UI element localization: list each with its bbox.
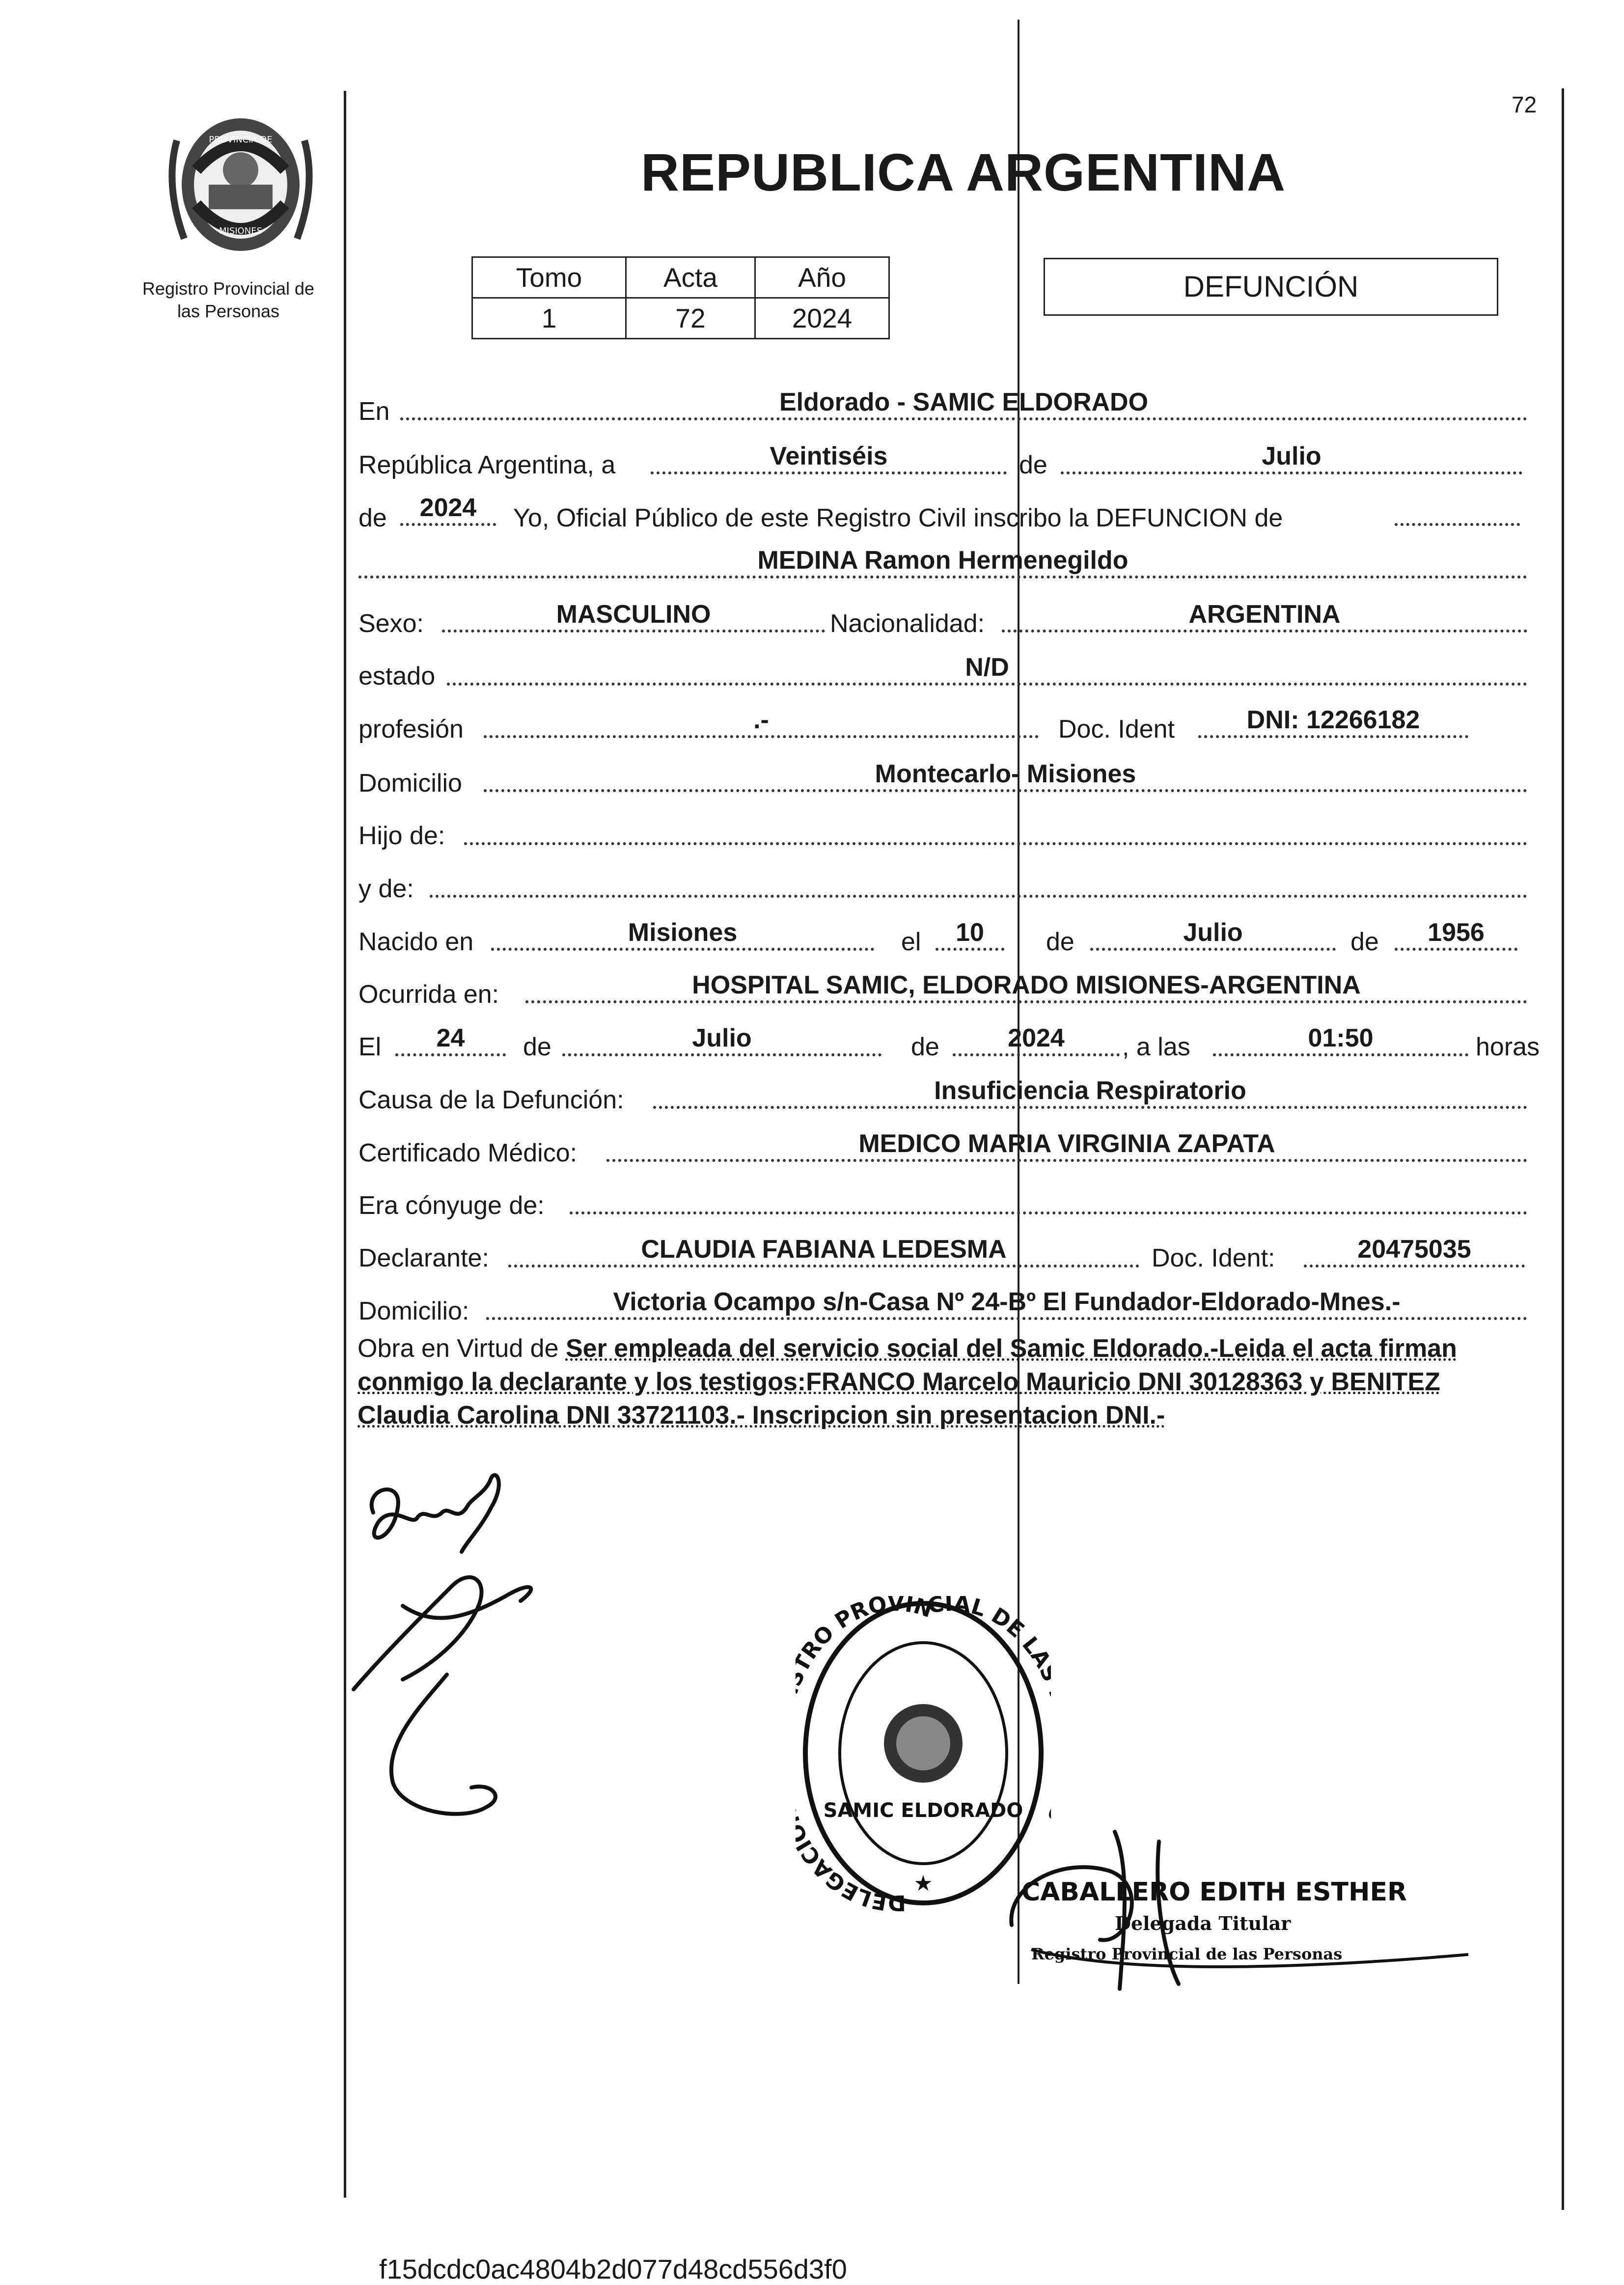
time-field: 01:50 (1213, 1024, 1468, 1056)
page-title: REPUBLICA ARGENTINA (641, 142, 1286, 202)
death-month-field: Julio (562, 1024, 881, 1056)
registry-line-1: Registro Provincial de (142, 278, 315, 299)
right-margin-line (1562, 88, 1564, 2210)
death-year-field: 2024 (953, 1024, 1120, 1056)
svg-text:PROVINCIA DE: PROVINCIA DE (209, 135, 273, 145)
causa-label: Causa de la Defunción: (358, 1086, 624, 1114)
conyuge-field (570, 1182, 1527, 1214)
svg-text:MISIONES: MISIONES (219, 226, 263, 236)
deceased-name-field: MEDINA Ramon Hermenegildo (358, 546, 1527, 578)
ocurrida-label: Ocurrida en: (358, 980, 499, 1009)
domicilio2-label: Domicilio: (358, 1297, 469, 1325)
record-value-row (472, 298, 889, 339)
nacionalidad-field: ARGENTINA (1002, 600, 1527, 633)
header-ano: Año (755, 257, 889, 298)
year-de-label: de (358, 504, 387, 532)
yo-text: Yo, Oficial Público de este Registro Civil inscribo la DEFUNCION de (513, 504, 1283, 532)
obra-paragraph (358, 1332, 1531, 1432)
profesion-label: profesión (358, 715, 464, 743)
obra-text: Ser empleada del servicio social del Samic Eldorado.-Leida el acta firman conmigo la declarante y los testigos:FRANCO Marcelo Mauricio DNI 30128363 y BENITEZ Claudia Carolina DNI 33721103.- Inscripcion sin presentacion DNI.- (358, 1334, 1457, 1430)
de-label: de (1019, 451, 1047, 479)
value-acta: 72 (626, 298, 755, 339)
record-type-box: DEFUNCIÓN (1044, 258, 1498, 316)
death-el-label: El (358, 1033, 382, 1061)
year-field: 2024 (400, 494, 496, 526)
obra-label: Obra en Virtud de (358, 1334, 559, 1363)
birth-de2-label: de (1350, 928, 1379, 956)
nacido-en-field: Misiones (491, 918, 874, 951)
death-day-field: 24 (395, 1024, 506, 1056)
sexo-label: Sexo: (358, 609, 424, 638)
birth-el-label: el (901, 928, 921, 956)
nacionalidad-label: Nacionalidad: (830, 609, 985, 638)
estado-field: N/D (447, 653, 1527, 686)
svg-text:Registro Provincial de las Per: Registro Provincial de las Personas (1031, 1945, 1343, 1963)
day-words-field: Veintiséis (651, 442, 1007, 474)
left-margin-line (344, 91, 346, 2198)
causa-field: Insuficiencia Respiratorio (653, 1076, 1527, 1109)
place-field: Eldorado - SAMIC ELDORADO (400, 388, 1527, 420)
header-acta: Acta (626, 257, 755, 298)
witness-signatures (344, 1468, 589, 1842)
death-de2-label: de (911, 1033, 939, 1061)
en-label: En (358, 397, 390, 426)
certificado-field: MEDICO MARIA VIRGINIA ZAPATA (606, 1129, 1527, 1162)
record-header-row (472, 257, 889, 298)
document-hash: f15dcdc0ac4804b2d077d48cd556d3f0 (379, 2254, 847, 2285)
republica-label: República Argentina, a (358, 451, 616, 479)
y-de-label: y de: (358, 875, 414, 903)
value-ano: 2024 (755, 298, 889, 339)
svg-text:Delegada Titular: Delegada Titular (1115, 1912, 1291, 1934)
header-tomo: Tomo (472, 257, 626, 298)
decl-doc-label: Doc. Ident: (1152, 1244, 1275, 1272)
registry-name (123, 277, 334, 323)
official-signature-stamp (1002, 1827, 1483, 2004)
doc-ident-label: Doc. Ident (1058, 715, 1175, 743)
birth-de1-label: de (1046, 928, 1074, 956)
yo-blank (1395, 494, 1520, 526)
domicilio-field: Montecarlo- Misiones (484, 760, 1527, 792)
svg-text:CABALLERO EDITH ESTHER: CABALLERO EDITH ESTHER (1021, 1877, 1407, 1907)
birth-month-field: Julio (1090, 918, 1336, 951)
hijo-de-label: Hijo de: (358, 822, 445, 850)
svg-text:★: ★ (913, 1871, 933, 1896)
profesion-field: .- (484, 706, 1039, 738)
misiones-emblem-icon (157, 111, 324, 258)
svg-text:SAMIC ELDORADO: SAMIC ELDORADO (823, 1799, 1023, 1822)
declarante-label: Declarante: (358, 1244, 489, 1272)
domicilio-label: Domicilio (358, 769, 462, 798)
doc-ident-field: DNI: 12266182 (1198, 706, 1468, 738)
registry-line-2: las Personas (177, 301, 280, 321)
estado-label: estado (358, 662, 436, 690)
conyuge-label: Era cónyuge de: (358, 1191, 545, 1220)
svg-text:DELEGACION DEL REGISTRO PROVIN: DELEGAC RO PROVINCIAL DE L (796, 1596, 1046, 1916)
month-field: Julio (1061, 442, 1522, 474)
a-las-label: , a las (1122, 1033, 1190, 1061)
value-tomo: 1 (472, 298, 626, 339)
nacido-label: Nacido en (358, 928, 474, 956)
death-de1-label: de (523, 1033, 551, 1061)
birth-day-field: 10 (936, 918, 1004, 951)
declarante-field: CLAUDIA FABIANA LEDESMA (508, 1235, 1139, 1267)
domicilio2-field: Victoria Ocampo s/n-Casa Nº 24-Bº El Fundador-Eldorado-Mnes.- (486, 1288, 1527, 1320)
horas-label: horas (1476, 1033, 1540, 1061)
record-table (471, 256, 890, 339)
y-de-field (430, 865, 1527, 898)
page-number: 72 (1512, 92, 1537, 117)
birth-year-field: 1956 (1395, 918, 1517, 951)
hijo-de-field (464, 813, 1527, 845)
decl-doc-field: 20475035 (1304, 1235, 1525, 1267)
sexo-field: MASCULINO (442, 600, 825, 633)
certificado-label: Certificado Médico: (358, 1139, 578, 1167)
ocurrida-field: HOSPITAL SAMIC, ELDORADO MISIONES-ARGENTINA (525, 971, 1527, 1003)
